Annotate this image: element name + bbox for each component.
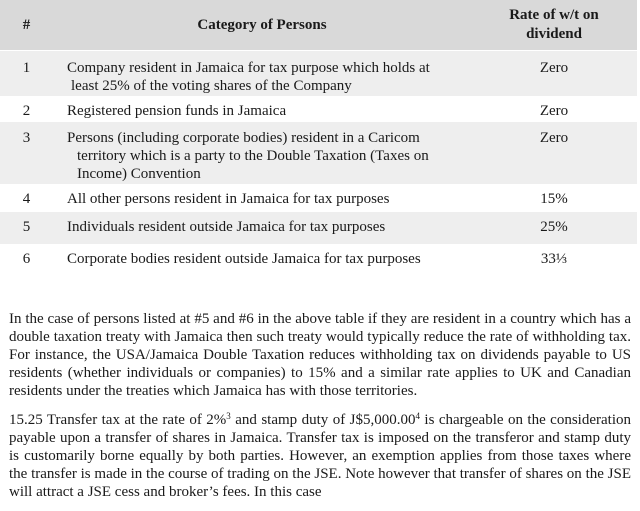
row-number: 6 [0,244,53,274]
row-number: 5 [0,212,53,244]
category-line: All other persons resident in Jamaica for tax purposes [67,191,390,207]
footnote-marker[interactable]: 4 [415,411,420,421]
row-category [53,244,471,274]
table-row [0,122,637,184]
paragraph-double-taxation: In the case of persons listed at #5 and #6 in the above table if they are resident in a country which has a double taxation treaty with Jamaica then such treaty would typically reduce the rate of withholding tax. For instance, the USA/Jamaica Double Taxation reduces withholding tax on dividends payable to US residents (whether individuals or companies) to 15% and a similar rate applies to UK and Canadian residents under the treaties which Jamaica has with those territories. [9,311,631,399]
row-category [53,96,471,122]
header-rate: Rate of w/t on dividend [471,0,637,51]
table-row [0,212,637,244]
table-row [0,184,637,212]
row-rate: Zero [471,51,637,97]
header-category: Category of Persons [53,0,471,51]
header-number: # [0,0,53,51]
row-rate: Zero [471,122,637,184]
row-category [53,122,471,184]
table-header-row [0,0,637,51]
row-number: 3 [0,122,53,184]
paragraph-text: and stamp duty of J$5,000.00 [230,412,416,428]
category-line: Persons (including corporate bodies) resident in a Caricom [67,130,420,146]
row-number: 2 [0,96,53,122]
row-number: 1 [0,51,53,97]
category-line: territory which is a party to the Double Taxation (Taxes on [77,148,429,164]
row-number: 4 [0,184,53,212]
paragraph-transfer-tax [9,411,631,501]
row-category [53,212,471,244]
row-category [53,184,471,212]
row-category [53,51,471,97]
paragraph-text: 15.25 Transfer tax at the rate of 2% [9,412,227,428]
table-row [0,96,637,122]
category-line: least 25% of the voting shares of the Company [71,78,352,94]
category-line: Individuals resident outside Jamaica for tax purposes [67,219,386,235]
category-line: Corporate bodies resident outside Jamaica for tax purposes [67,251,421,267]
category-line: Company resident in Jamaica for tax purpose which holds at [67,60,430,76]
table-row [0,244,637,274]
footnote-marker[interactable]: 3 [226,411,231,421]
category-line: Income) Convention [77,166,201,182]
category-line: Registered pension funds in Jamaica [67,103,287,119]
table-row [0,51,637,97]
paragraph-text: is chargeable on the consideration payable upon a transfer of shares in Jamaica. Transfer tax is imposed on the transferor and stamp duty is customarily borne equally by both parties. However, an exemption applies from those taxes where the transfer is made in the course of trading on the JSE. Note however that transfer of shares on the JSE will attract a JSE cess and broker’s fees. In this case [9,412,631,500]
row-rate: 33⅓ [471,244,637,274]
row-rate: 15% [471,184,637,212]
row-rate: Zero [471,96,637,122]
row-rate: 25% [471,212,637,244]
